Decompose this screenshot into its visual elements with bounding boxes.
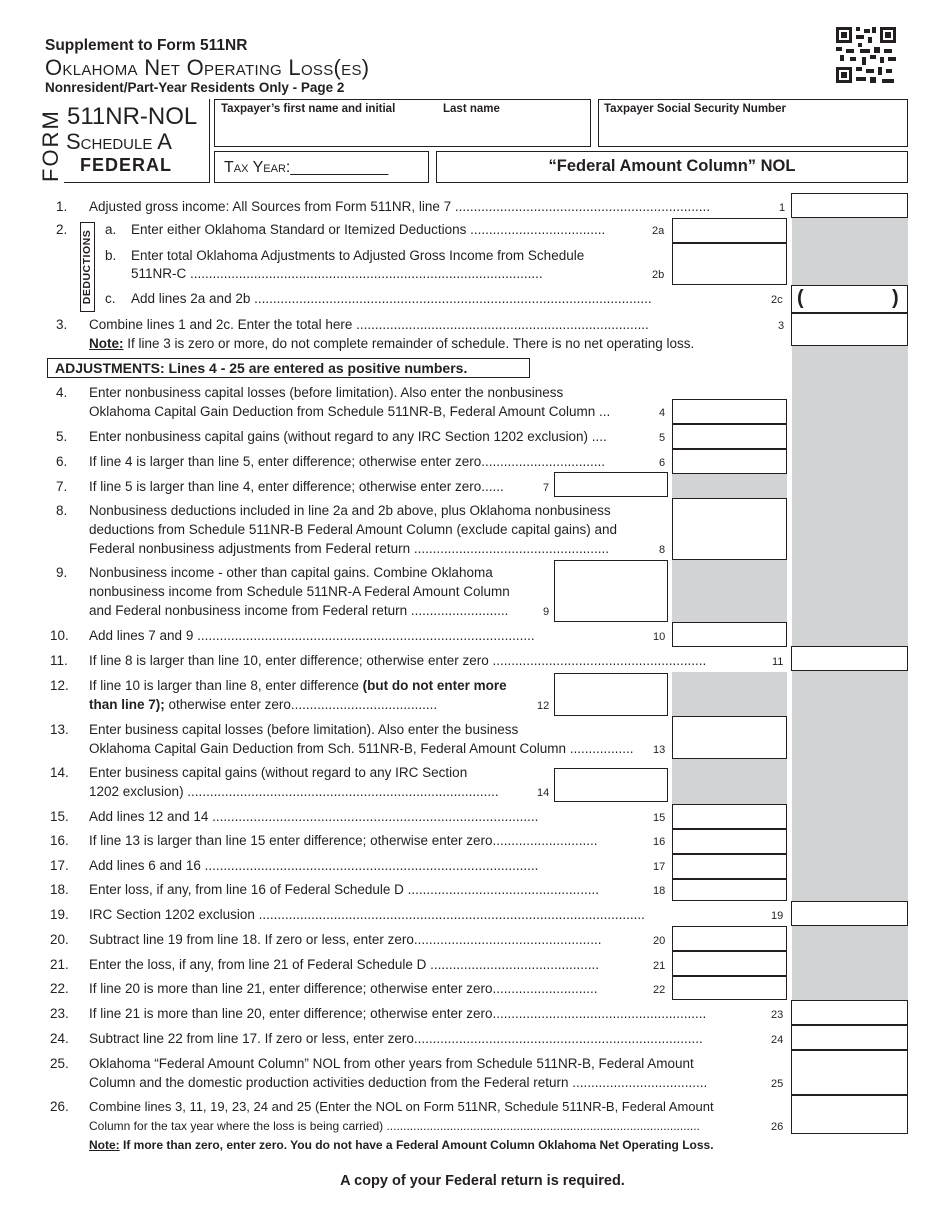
amount-line-22[interactable] (672, 976, 787, 1000)
amount-line-16[interactable] (672, 829, 787, 854)
line-26-text: Combine lines 3, 11, 19, 23, 24 and 25 (Enter the NOL on Form 511NR, Schedule 511NR-B, Federal Amount (89, 1099, 714, 1114)
amount-line-2a[interactable] (672, 218, 787, 243)
line-ref: 20 (653, 935, 666, 947)
amount-line-9[interactable] (554, 560, 668, 622)
line-number: 13. (50, 722, 69, 737)
line-number: 14. (50, 765, 69, 780)
line-12-text-part: If line 10 is larger than line 8, enter difference (89, 678, 363, 693)
line-2b-text: Enter total Oklahoma Adjustments to Adjusted Gross Income from Schedule (131, 248, 585, 263)
line-14-text: 1202 exclusion) ................................................................................... (89, 784, 499, 799)
line-5-text: Enter nonbusiness capital gains (without regard to any IRC Section 1202 exclusion) .... (89, 429, 607, 444)
line-13-text: Enter business capital losses (before limitation). Also enter the business (89, 722, 519, 737)
tax-year-blank: ___________ (290, 159, 389, 176)
amount-line-10[interactable] (672, 622, 787, 647)
line-ref: 18 (653, 885, 666, 897)
line-9-text: Nonbusiness income - other than capital gains. Combine Oklahoma (89, 565, 493, 580)
line-number: 2. (56, 222, 68, 237)
line-26-note (89, 1137, 714, 1153)
column-title: “Federal Amount Column” NOL (548, 157, 796, 175)
line-13-text: Oklahoma Capital Gain Deduction from Sch. 511NR-B, Federal Amount Column ................. (89, 741, 634, 756)
line-ref: 23 (771, 1009, 784, 1021)
line-number: 19. (50, 907, 69, 922)
line-number: 22. (50, 981, 69, 996)
line-number: 11. (50, 653, 68, 668)
line-24-text: Subtract line 22 from line 17. If zero or less, enter zero............................................................................. (89, 1031, 703, 1046)
line-number: 12. (50, 678, 69, 693)
line-number: 9. (56, 565, 68, 580)
line-ref: 26 (771, 1121, 784, 1133)
amount-line-1[interactable] (791, 193, 908, 218)
line-ref: 13 (653, 744, 666, 756)
amount-line-24[interactable] (791, 1025, 908, 1050)
line-number: 21. (50, 957, 69, 972)
note-text: If more than zero, enter zero. You do not have a Federal Amount Column Oklahoma Net Operating Loss. (119, 1138, 714, 1152)
form-title: Oklahoma Net Operating Loss(es) (45, 55, 370, 80)
amount-line-4[interactable] (672, 399, 787, 424)
line-number: 7. (56, 479, 68, 494)
line-19-text: IRC Section 1202 exclusion ....................................................................................................... (89, 907, 645, 922)
line-3-text: Combine lines 1 and 2c. Enter the total here .............................................................................. (89, 317, 649, 332)
line-ref: 8 (659, 544, 666, 556)
line-10-text: Add lines 7 and 9 .......................................................................................... (89, 628, 535, 643)
line-8-text: Nonbusiness deductions included in line 2a and 2b above, plus Oklahoma nonbusiness (89, 503, 611, 518)
line-number: 5. (56, 429, 68, 444)
amount-line-26[interactable] (791, 1095, 908, 1134)
qr-code (836, 27, 896, 83)
line-ref: 11 (772, 656, 784, 668)
amount-line-11[interactable] (791, 646, 908, 671)
line-ref: 16 (653, 836, 666, 848)
federal-label: FEDERAL (80, 155, 172, 175)
line-9-text: and Federal nonbusiness income from Federal return .......................... (89, 603, 509, 618)
line-16-text: If line 13 is larger than line 15 enter difference; otherwise enter zero............................ (89, 833, 598, 848)
line-ref: 15 (653, 812, 666, 824)
line-ref: 2c (771, 294, 783, 306)
line-2a-text: Enter either Oklahoma Standard or Itemized Deductions .................................... (131, 222, 606, 237)
form-subtitle: Nonresident/Part-Year Residents Only - Page 2 (45, 80, 345, 95)
amount-line-2c[interactable] (791, 285, 908, 313)
line-22-text: If line 20 is more than line 21, enter difference; otherwise enter zero............................ (89, 981, 598, 996)
adjustments-heading: ADJUSTMENTS: Lines 4 - 25 are entered as positive numbers. (55, 360, 468, 376)
paren-close: ) (892, 287, 899, 309)
line-14-text: Enter business capital gains (without regard to any IRC Section (89, 765, 468, 780)
schedule-label: Schedule A (66, 129, 172, 154)
line-number: 24. (50, 1031, 69, 1046)
line-number: 6. (56, 454, 68, 469)
amount-line-15[interactable] (672, 804, 787, 829)
line-6-text: If line 4 is larger than line 5, enter difference; otherwise enter zero................................. (89, 454, 605, 469)
line-12-text-bold: than line 7); (89, 697, 165, 712)
note-label: Note: (89, 1138, 120, 1152)
line-number: 8. (56, 503, 68, 518)
line-4-text: Enter nonbusiness capital losses (before limitation). Also enter the nonbusiness (89, 385, 564, 400)
line-ref: 19 (771, 910, 784, 922)
line-number: 3. (56, 317, 68, 332)
shaded-area (792, 218, 908, 285)
line-number: 10. (50, 628, 69, 643)
line-ref: 17 (653, 861, 666, 873)
amount-line-21[interactable] (672, 951, 787, 976)
line-4-text: Oklahoma Capital Gain Deduction from Schedule 511NR-B, Federal Amount Column ... (89, 404, 611, 419)
line-12-text (89, 678, 507, 694)
note-text: If line 3 is zero or more, do not complete remainder of schedule. There is no net operating loss. (123, 336, 695, 351)
line-26-text: Column for the tax year where the loss is being carried) .............................................................................................. (89, 1119, 700, 1133)
line-25-text: Oklahoma “Federal Amount Column” NOL from other years from Schedule 511NR-B, Federal Amount (89, 1056, 694, 1071)
line-ref: 2a (652, 225, 665, 237)
line-number: 25. (50, 1056, 69, 1071)
line-18-text: Enter loss, if any, from line 16 of Federal Schedule D ................................................... (89, 882, 599, 897)
line-ref: 6 (659, 457, 666, 469)
amount-line-12[interactable] (554, 673, 668, 716)
line-ref: 10 (653, 631, 666, 643)
deductions-label: DEDUCTIONS (81, 229, 93, 305)
amount-line-5[interactable] (672, 424, 787, 449)
first-name-label: Taxpayer’s first name and initial (221, 103, 396, 115)
line-9-text: nonbusiness income from Schedule 511NR-A Federal Amount Column (89, 584, 510, 599)
line-ref: 22 (653, 984, 666, 996)
supplement-title: Supplement to Form 511NR (45, 37, 248, 54)
footer-note: A copy of your Federal return is required. (340, 1173, 625, 1189)
amount-line-18[interactable] (672, 879, 787, 901)
tax-year-label: Tax Year: (224, 159, 291, 176)
shaded-area (792, 926, 908, 1000)
shaded-area (792, 671, 908, 901)
line-8-text: Federal nonbusiness adjustments from Federal return .................................................... (89, 541, 609, 556)
line-number: 15. (50, 809, 69, 824)
line-ref: 1 (779, 202, 786, 214)
amount-line-13[interactable] (672, 716, 787, 759)
line-letter: c. (105, 291, 116, 306)
line-ref: 12 (537, 700, 550, 712)
line-17-text: Add lines 6 and 16 ......................................................................................... (89, 858, 539, 873)
line-ref: 3 (778, 320, 785, 332)
amount-line-25[interactable] (791, 1050, 908, 1095)
line-ref: 9 (543, 606, 550, 618)
line-number: 23. (50, 1006, 69, 1021)
line-ref: 4 (659, 407, 666, 419)
form-vertical-label: FORM (38, 109, 63, 182)
amount-line-2b[interactable] (672, 243, 787, 285)
line-ref: 21 (653, 960, 666, 972)
line-number: 1. (56, 199, 68, 214)
amount-line-20[interactable] (672, 926, 787, 951)
line-number: 17. (50, 858, 69, 873)
line-7-text: If line 5 is larger than line 4, enter difference; otherwise enter zero...... (89, 479, 504, 494)
shaded-area (672, 672, 787, 716)
line-ref: 7 (543, 482, 550, 494)
line-3-note (89, 336, 694, 352)
amount-line-8[interactable] (672, 498, 787, 560)
shaded-area (792, 346, 908, 646)
amount-line-6[interactable] (672, 449, 787, 474)
amount-line-17[interactable] (672, 854, 787, 879)
line-12-text-part: otherwise enter zero....................................... (164, 697, 438, 712)
line-ref: 5 (659, 432, 666, 444)
amount-line-3[interactable] (791, 313, 908, 346)
amount-line-19[interactable] (791, 901, 908, 926)
line-25-text: Column and the domestic production activities deduction from the Federal return .................................... (89, 1075, 708, 1090)
line-12-text-bold: (but do not enter more (362, 678, 507, 693)
line-23-text: If line 21 is more than line 20, enter difference; otherwise enter zero......................................................... (89, 1006, 707, 1021)
line-number: 20. (50, 932, 69, 947)
paren-open: ( (797, 287, 804, 309)
line-ref: 2b (652, 269, 665, 281)
line-number: 18. (50, 882, 69, 897)
line-number: 4. (56, 385, 68, 400)
line-ref: 25 (771, 1078, 784, 1090)
tax-year-text (224, 158, 388, 178)
line-15-text: Add lines 12 and 14 ....................................................................................... (89, 809, 539, 824)
line-21-text: Enter the loss, if any, from line 21 of Federal Schedule D ............................................. (89, 957, 599, 972)
line-1-text: Adjusted gross income: All Sources from Form 511NR, line 7 .................................................................... (89, 199, 710, 214)
line-2b-text: 511NR-C .............................................................................................. (131, 266, 543, 281)
line-number: 16. (50, 833, 69, 848)
line-letter: b. (105, 248, 117, 263)
shaded-area (672, 759, 787, 804)
line-20-text: Subtract line 19 from line 18. If zero or less, enter zero.................................................. (89, 932, 602, 947)
line-ref: 24 (771, 1034, 784, 1046)
shaded-area (672, 474, 787, 498)
line-ref: 14 (537, 787, 550, 799)
last-name-label: Last name (443, 103, 500, 115)
line-12-text (89, 697, 534, 713)
line-11-text: If line 8 is larger than line 10, enter difference; otherwise enter zero ......................................................... (89, 653, 707, 668)
note-label: Note: (89, 336, 124, 351)
shaded-area (672, 560, 787, 622)
line-number: 26. (50, 1099, 69, 1114)
form-number: 511NR-NOL (67, 103, 198, 130)
line-letter: a. (105, 222, 117, 237)
line-8-text: deductions from Schedule 511NR-B Federal Amount Column (exclude capital gains) and (89, 522, 618, 537)
amount-line-23[interactable] (791, 1000, 908, 1025)
amount-line-7[interactable] (554, 472, 668, 497)
ssn-label: Taxpayer Social Security Number (604, 103, 786, 115)
amount-line-14[interactable] (554, 768, 668, 802)
line-2c-text: Add lines 2a and 2b .......................................................................................................... (131, 291, 652, 306)
